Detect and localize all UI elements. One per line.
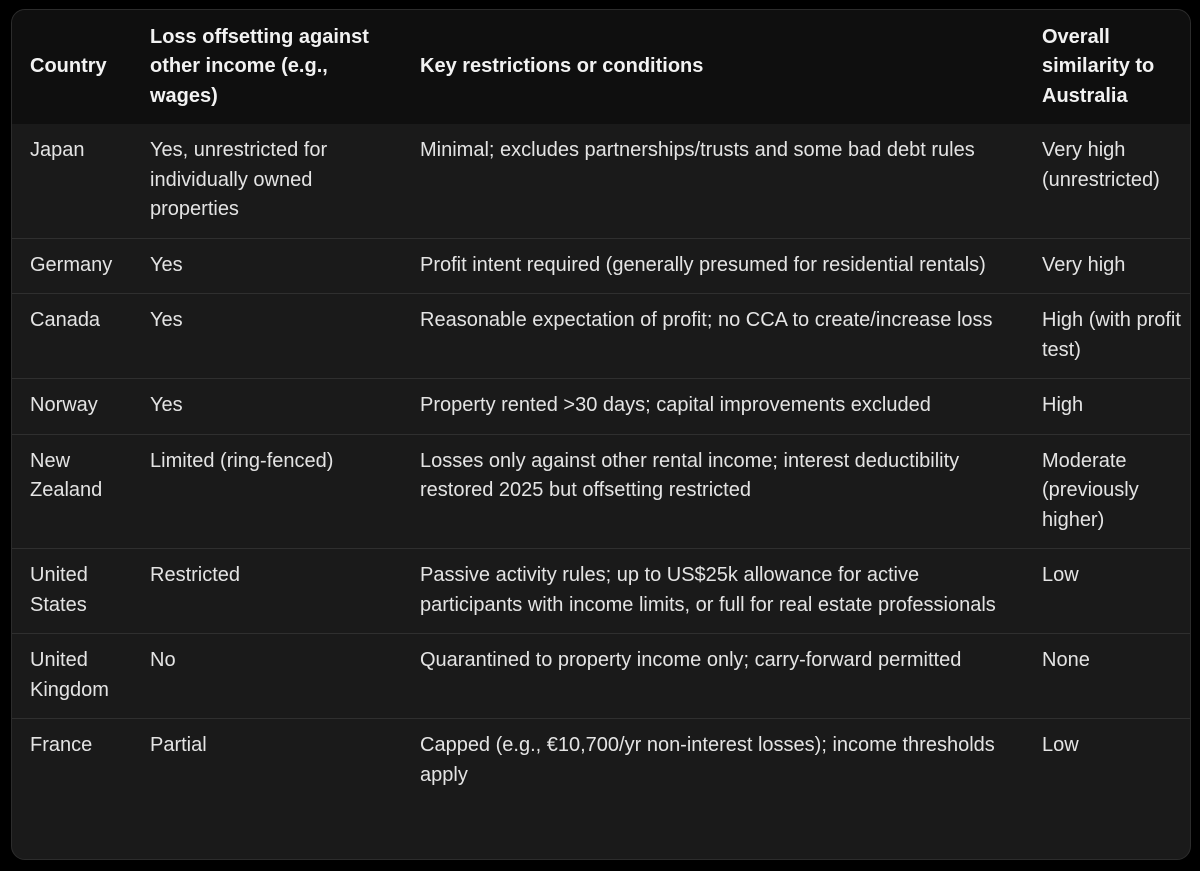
header-row bbox=[12, 10, 1190, 124]
cell-key-restrictions: Property rented >30 days; capital improvements excluded bbox=[420, 394, 931, 416]
cell-key-restrictions: Capped (e.g., €10,700/yr non-interest losses); income thresholds apply bbox=[420, 734, 995, 786]
cell-loss-offsetting: Yes bbox=[150, 394, 183, 416]
cell-loss-offsetting: Yes bbox=[150, 253, 183, 276]
cell-country: United States bbox=[30, 564, 88, 616]
cell-overall-similarity: Low bbox=[1042, 734, 1079, 756]
cell-overall-similarity: Low bbox=[1042, 564, 1079, 586]
comparison-table bbox=[12, 10, 1190, 803]
cell-country: Norway bbox=[30, 394, 98, 416]
header-key-restrictions: Key restrictions or conditions bbox=[420, 55, 704, 78]
cell-key-restrictions: Profit intent required (generally presumed for residential rentals) bbox=[420, 253, 986, 276]
cell-key-restrictions: Minimal; excludes partnerships/trusts and some bad debt rules bbox=[420, 139, 975, 161]
cell-overall-similarity: None bbox=[1042, 649, 1090, 671]
cell-key-restrictions: Losses only against other rental income; interest deductibility restored 2025 but offsetting restricted bbox=[420, 449, 960, 501]
table-row bbox=[12, 238, 1190, 294]
table-header bbox=[12, 10, 1190, 124]
table-row bbox=[12, 379, 1190, 435]
cell-overall-similarity: High bbox=[1042, 394, 1084, 416]
cell-loss-offsetting: Restricted bbox=[150, 564, 241, 586]
cell-country: Japan bbox=[30, 139, 85, 161]
cell-key-restrictions: Quarantined to property income only; carry-forward permitted bbox=[420, 649, 962, 671]
cell-loss-offsetting: Partial bbox=[150, 734, 207, 756]
cell-overall-similarity: High (with profit test) bbox=[1042, 309, 1181, 361]
cell-country: New Zealand bbox=[30, 449, 103, 501]
table-container bbox=[11, 9, 1191, 860]
cell-loss-offsetting: Limited (ring-fenced) bbox=[150, 449, 334, 472]
table-row bbox=[12, 124, 1190, 238]
table-row bbox=[12, 294, 1190, 379]
cell-overall-similarity: Very high bbox=[1042, 253, 1126, 276]
cell-overall-similarity: Moderate (previously higher) bbox=[1042, 449, 1139, 531]
table-row bbox=[12, 719, 1190, 804]
cell-key-restrictions: Passive activity rules; up to US$25k allowance for active participants with income limits, or full for real estate professionals bbox=[420, 564, 996, 616]
table-row bbox=[12, 434, 1190, 549]
table-body bbox=[12, 124, 1190, 803]
cell-country: Canada bbox=[30, 309, 101, 331]
cell-country: United Kingdom bbox=[30, 649, 109, 701]
header-loss-offsetting: Loss offsetting against other income (e.g., wages) bbox=[150, 25, 369, 107]
cell-loss-offsetting: Yes, unrestricted for individually owned properties bbox=[150, 139, 328, 220]
table-row bbox=[12, 634, 1190, 719]
cell-overall-similarity: Very high (unrestricted) bbox=[1042, 139, 1160, 191]
header-overall-similarity: Overall similarity to Australia bbox=[1042, 25, 1155, 107]
header-country: Country bbox=[30, 55, 107, 78]
cell-country: Germany bbox=[30, 253, 113, 276]
cell-key-restrictions: Reasonable expectation of profit; no CCA to create/increase loss bbox=[420, 309, 993, 331]
cell-loss-offsetting: Yes bbox=[150, 309, 183, 331]
table-row bbox=[12, 549, 1190, 634]
cell-country: France bbox=[30, 734, 93, 756]
cell-loss-offsetting: No bbox=[150, 649, 176, 671]
